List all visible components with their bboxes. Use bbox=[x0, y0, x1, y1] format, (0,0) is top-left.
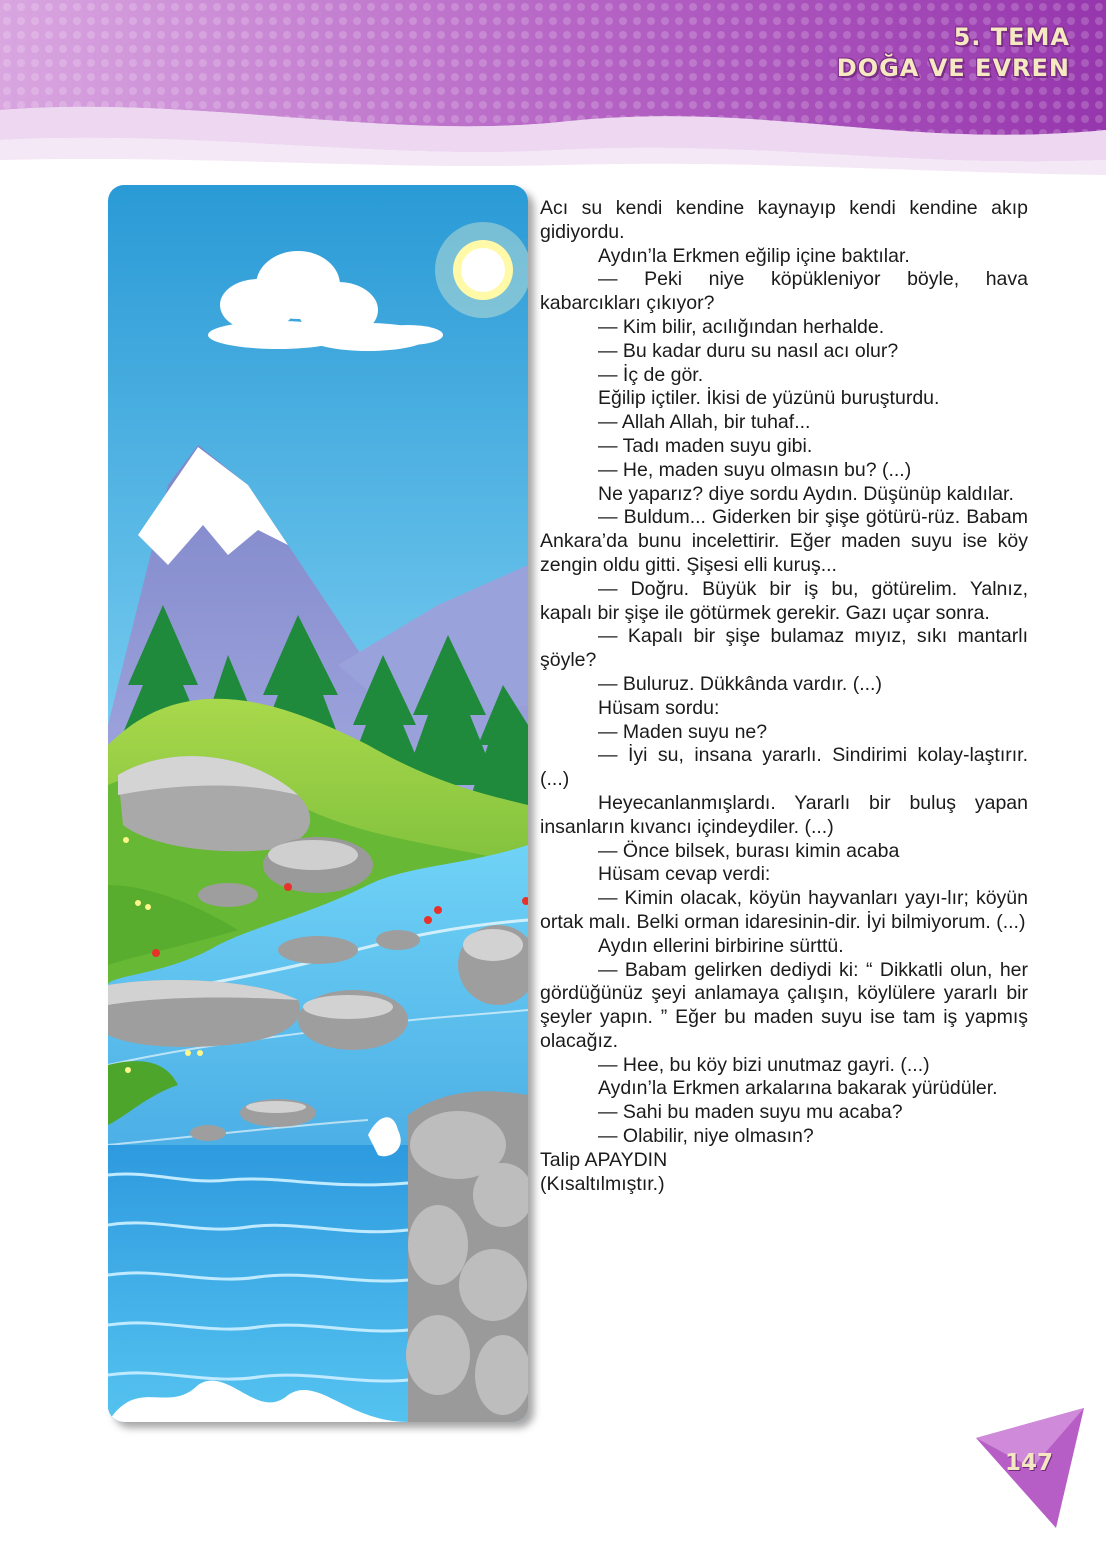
story-line: — Tadı maden suyu gibi. bbox=[598, 434, 813, 457]
theme-label bbox=[837, 22, 1070, 84]
story-line: — Önce bilsek, burası kimin acaba bbox=[598, 839, 900, 862]
story-line: — Hee, bu köy bizi unutmaz gayri. (...) bbox=[598, 1053, 930, 1076]
story-line: Heyecanlanmışlardı. Yararlı bir buluş yapan insanların kıvancı içindeydiler. (...) bbox=[540, 791, 1028, 838]
story-line: — Bu kadar duru su nasıl acı olur? bbox=[598, 339, 899, 362]
theme-number: 5. TEMA bbox=[953, 23, 1070, 51]
story-line: Acı su kendi kendine kaynayıp kendi kendine akıp gidiyordu. bbox=[540, 197, 1028, 243]
story-line: Aydın ellerini birbirine sürttü. bbox=[598, 934, 844, 957]
story-line: Hüsam sordu: bbox=[598, 696, 720, 719]
story-line: Ne yaparız? diye sordu Aydın. Düşünüp kaldılar. bbox=[598, 482, 1014, 505]
story-line: — Sahi bu maden suyu mu acaba? bbox=[598, 1101, 903, 1124]
story-line: — Kapalı bir şişe bulamaz mıyız, sıkı mantarlı şöyle? bbox=[540, 625, 1028, 672]
story-line: Aydın’la Erkmen eğilip içine baktılar. bbox=[598, 244, 910, 267]
story-text bbox=[540, 197, 1028, 1196]
story-line: — Allah Allah, bir tuhaf... bbox=[598, 411, 811, 434]
theme-name: DOĞA VE EVREN bbox=[836, 54, 1070, 82]
waterfall-icon bbox=[108, 1117, 418, 1422]
story-note: (Kısaltılmıştır.) bbox=[540, 1172, 665, 1195]
nature-illustration bbox=[108, 185, 528, 1422]
story-line: Eğilip içtiler. İkisi de yüzünü buruşturdu. bbox=[598, 387, 940, 410]
sun-icon bbox=[435, 222, 528, 318]
story-author: Talip APAYDIN bbox=[540, 1148, 668, 1171]
story-line: — Kimin olacak, köyün hayvanları yayı-lır; köyün ortak malı. Belki orman idaresinin-dir. İyi bilmiyorum. (...) bbox=[540, 887, 1028, 933]
page-number-badge bbox=[972, 1408, 1088, 1532]
story-line: — Maden suyu ne? bbox=[598, 720, 768, 743]
story-line: — Buluruz. Dükkânda vardır. (...) bbox=[598, 672, 882, 695]
story-line: — İç de gör. bbox=[598, 363, 704, 386]
story-line: — Olabilir, niye olmasın? bbox=[598, 1125, 814, 1148]
header-banner bbox=[0, 0, 1106, 175]
story-line: Hüsam cevap verdi: bbox=[598, 863, 771, 886]
page-number: 147 bbox=[1004, 1450, 1053, 1476]
story-line: — Kim bilir, acılığından herhalde. bbox=[598, 315, 885, 338]
story-line: — Buldum... Giderken bir şişe götürü-rüz. Babam Ankara’da bunu incelettirir. Eğer maden suyu ise köy zengin oldu gitti. Şişesi elli kuruş... bbox=[540, 506, 1028, 576]
story-line: — Doğru. Büyük bir iş bu, götürelim. Yalnız, kapalı bir şişe ile götürmek gerekir. Gazı uçar sonra. bbox=[540, 577, 1028, 624]
story-line: — He, maden suyu olmasın bu? (...) bbox=[598, 458, 912, 481]
story-line: — İyi su, insana yararlı. Sindirimi kolay-laştırır. (...) bbox=[540, 744, 1028, 791]
story-line: — Babam gelirken dediydi ki: “ Dikkatli olun, her gördüğünüz şeyi anlamaya çalışın, köylülere yararlı bir şeyler yapın. ” Eğer bu maden suyu ise tam iş yapmış olacağız. bbox=[540, 958, 1028, 1052]
story-line: — Peki niye köpükleniyor böyle, hava kabarcıkları çıkıyor? bbox=[540, 268, 1028, 315]
story-line: Aydın’la Erkmen arkalarına bakarak yürüdüler. bbox=[598, 1077, 998, 1100]
